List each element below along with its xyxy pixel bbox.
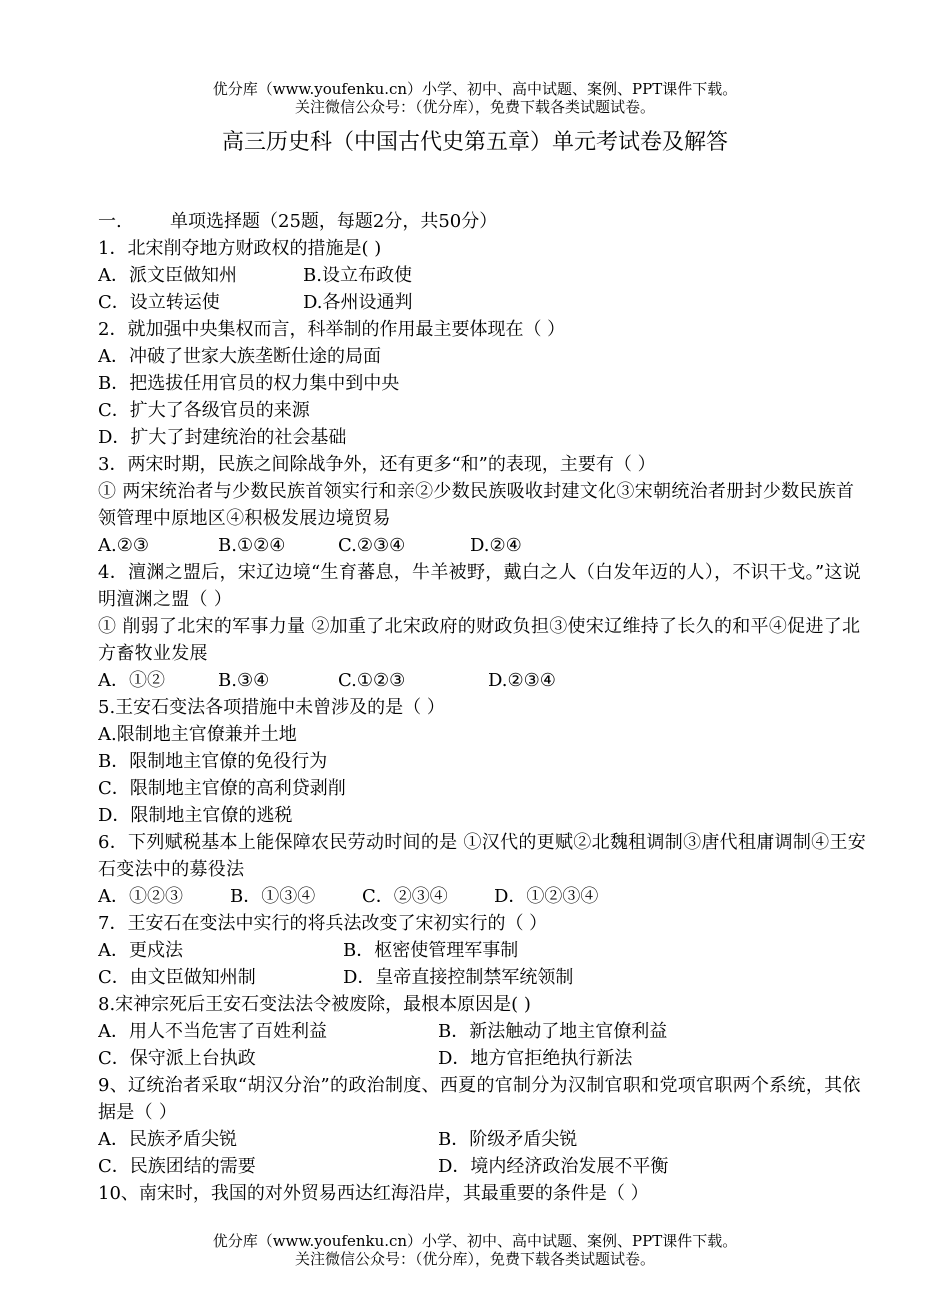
question-8-stem: 8.宋神宗死后王安石变法法令被废除，最根本原因是( ) <box>98 994 531 1015</box>
question-1-option-c: C．设立转运使 <box>98 292 220 313</box>
question-4-option-b: B.③④ <box>218 670 270 691</box>
question-6-option-d: D．①②③④ <box>494 886 599 907</box>
question-6-option-b: B．①③④ <box>230 886 316 907</box>
question-9-option-a: A．民族矛盾尖锐 <box>98 1129 237 1150</box>
question-7-options-row1 <box>98 937 868 964</box>
question-7-option-d: D．皇帝直接控制禁军统领制 <box>343 967 574 988</box>
question-7-option-a: A．更戍法 <box>98 940 183 961</box>
question-2-option-d: D．扩大了封建统治的社会基础 <box>98 427 347 448</box>
question-8-option-d: D．地方官拒绝执行新法 <box>438 1048 633 1069</box>
question-4-stem: 4．澶渊之盟后，宋辽边境“生育蕃息，牛羊被野，戴白之人（白发年迈的人），不识干戈。”这说明澶渊之盟（ ） <box>98 562 862 610</box>
page-header-line2: 关注微信公众号：（优分库），免费下载各类试题试卷。 <box>294 98 655 116</box>
question-7-option-c: C．由文臣做知州制 <box>98 967 256 988</box>
section-heading <box>98 208 868 235</box>
question-9-options-row2 <box>98 1153 868 1180</box>
question-8-option-b: B．新法触动了地主官僚利益 <box>438 1021 668 1042</box>
question-8-option-a: A．用人不当危害了百姓利益 <box>98 1021 327 1042</box>
question-3-option-c: C.②③④ <box>338 535 406 556</box>
question-6-stem: 6．下列赋税基本上能保障农民劳动时间的是 ①汉代的更赋②北魏租调制③唐代租庸调制④王安石变法中的募役法 <box>98 832 867 880</box>
question-1-options-row1 <box>98 262 868 289</box>
question-6-options <box>98 883 868 910</box>
question-4-items: ① 削弱了北宋的军事力量 ②加重了北宋政府的财政负担③使宋辽维持了长久的和平④促进了北方畜牧业发展 <box>98 616 861 664</box>
question-1-option-b: B.设立布政使 <box>303 265 412 286</box>
question-4-option-c: C.①②③ <box>338 670 406 691</box>
question-2-option-b: B．把选拔任用官员的权力集中到中央 <box>98 373 400 394</box>
question-5-option-d: D．限制地主官僚的逃税 <box>98 805 293 826</box>
question-6-option-c: C．②③④ <box>362 886 448 907</box>
question-8-options-row1 <box>98 1018 868 1045</box>
page-header-line1: 优分库（www.youfenku.cn）小学、初中、高中试题、案例、PPT课件下载。 <box>212 80 738 98</box>
question-9-stem: 9、辽统治者采取“胡汉分治”的政治制度、西夏的官制分为汉制官职和党项官职两个系统，其依据是（ ） <box>98 1075 861 1123</box>
question-5-option-c: C．限制地主官僚的高利贷剥削 <box>98 778 346 799</box>
question-8-options-row2 <box>98 1045 868 1072</box>
question-3-stem: 3．两宋时期，民族之间除战争外，还有更多“和”的表现，主要有（ ） <box>98 454 656 475</box>
question-7-options-row2 <box>98 964 868 991</box>
question-3-items: ① 两宋统治者与少数民族首领实行和亲②少数民族吸收封建文化③宋朝统治者册封少数民族首领管理中原地区④积极发展边境贸易 <box>98 481 855 529</box>
page-footer-line2: 关注微信公众号：（优分库），免费下载各类试题试卷。 <box>294 1250 655 1268</box>
question-10-stem: 10、南宋时，我国的对外贸易西达红海沿岸，其最重要的条件是（ ） <box>98 1183 649 1204</box>
question-1-option-a: A．派文臣做知州 <box>98 265 237 286</box>
question-7-option-b: B．枢密使管理军事制 <box>343 940 519 961</box>
question-5-option-b: B．限制地主官僚的免役行为 <box>98 751 328 772</box>
question-1-stem: 1．北宋削夺地方财政权的措施是( ) <box>98 238 382 259</box>
question-3-options <box>98 532 868 559</box>
question-9-option-d: D．境内经济政治发展不平衡 <box>438 1156 669 1177</box>
question-9-option-b: B．阶级矛盾尖锐 <box>438 1129 578 1150</box>
exam-body <box>98 208 868 1207</box>
question-5-option-a: A.限制地主官僚兼并土地 <box>98 724 297 745</box>
question-3-option-b: B.①②④ <box>218 535 286 556</box>
question-1-options-row2 <box>98 289 868 316</box>
question-3-option-d: D.②④ <box>470 535 522 556</box>
question-5-stem: 5.王安石变法各项措施中未曾涉及的是（ ） <box>98 697 445 718</box>
question-7-stem: 7．王安石在变法中实行的将兵法改变了宋初实行的（ ） <box>98 913 548 934</box>
question-2-stem: 2．就加强中央集权而言，科举制的作用最主要体现在（ ） <box>98 319 566 340</box>
section-number: 一. <box>98 211 122 232</box>
question-1-option-d: D.各州设通判 <box>303 292 413 313</box>
question-4-option-a: A．①② <box>98 670 165 691</box>
question-2-option-c: C．扩大了各级官员的来源 <box>98 400 310 421</box>
question-2-option-a: A．冲破了世家大族垄断仕途的局面 <box>98 346 381 367</box>
question-4-options <box>98 667 868 694</box>
section-label: 单项选择题（25题，每题2分，共50分） <box>170 211 498 232</box>
question-9-options-row1 <box>98 1126 868 1153</box>
question-8-option-c: C．保守派上台执政 <box>98 1048 256 1069</box>
page-footer-line1: 优分库（www.youfenku.cn）小学、初中、高中试题、案例、PPT课件下载。 <box>212 1232 738 1250</box>
question-9-option-c: C．民族团结的需要 <box>98 1156 256 1177</box>
question-4-option-d: D.②③④ <box>488 670 556 691</box>
question-6-option-a: A．①②③ <box>98 886 183 907</box>
document-title: 高三历史科（中国古代史第五章）单元考试卷及解答 <box>221 130 728 155</box>
question-3-option-a: A.②③ <box>98 535 149 556</box>
